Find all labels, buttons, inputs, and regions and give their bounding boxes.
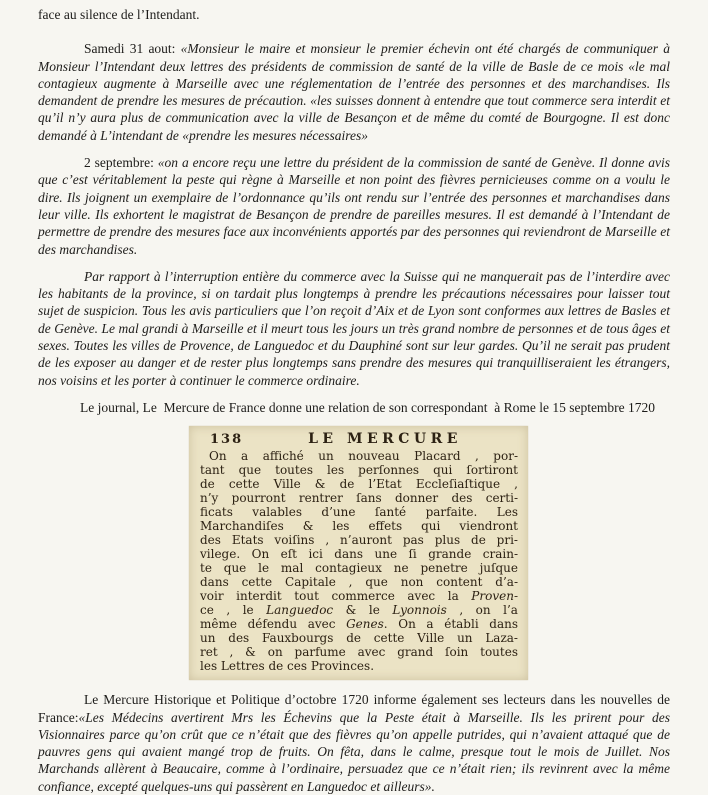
paragraph-journal-intro: Le journal, Le Mercure de France donne une relation de son correspondant à Rome le 15 septembre 1720	[80, 399, 656, 415]
print-line: te que le mal contagieux ne penetre juſque	[200, 561, 518, 576]
clipping-page-number: 138	[210, 432, 244, 448]
print-line-italic-word: Proven-	[471, 589, 518, 604]
print-line-text: , on l’a	[446, 603, 518, 618]
print-line: de cette Ville & de l’Etat Eccleſiaſtique ,	[200, 477, 518, 492]
print-line-text: même défendu avec	[200, 617, 347, 632]
paragraph-continuation: face au silence de l’Intendant.	[38, 7, 200, 22]
print-line: On a affiché un nouveau Placard , por-	[209, 449, 518, 464]
quote-aug31: «Monsieur le maire et monsieur le premier échevin ont été chargés de communiquer à Monsieur l’Intendant deux lettres des présidents de commission de santé de la ville de Basle de ce mois «le mal contagieux augmente à Marseille avec une réglementation de l’entrée des personnes et des marchandises. Ils demandent de prendre les mesures de précaution. «les suisses donnent à entendre que tout commerce sera interdit et qu’il n’y aura plus de communication avec la ville de Besançon et de même du comté de Bourgogne. Il est donc demandé à L’intendant de «prendre les mesures nécessaires»	[38, 41, 670, 143]
clipping-title: LE MERCURE	[308, 431, 462, 448]
mercure-historique-quote: «Les Médecins avertirent Mrs les Échevins que la Peste était à Marseille. Ils les prirent pour des Visionnaires parce qu’on crût que ce n’était que des fièvres qu’on appelle putrides, qui n’avaient attaqué que de pauvres gens qui avaient mangé trop de fruits. On fêta, dans le calme, presque tout le mois de Juillet. Nos Marchands allèrent à Beaucaire, comme à l’ordinaire, persuadez que ce n’était rien; ils revinrent avec la même confiance, excepté quelques-uns qui passèrent en Languedoc et ailleurs».	[38, 709, 670, 794]
print-line-text: . On a établi dans	[383, 617, 519, 632]
date-lead-sep2: 2 septembre:	[84, 155, 158, 171]
print-line: Marchandiſes & les effets qui viendront	[200, 519, 518, 534]
print-line-italic-word: Lyonnois	[392, 603, 447, 618]
print-line	[200, 589, 518, 603]
print-line: ficats valables d’une ſanté parfaite. Les	[200, 505, 518, 520]
print-line-text: & le	[333, 603, 393, 618]
paragraph-mercure-historique	[38, 691, 670, 795]
paragraph-interruption: Par rapport à l’interruption entière du commerce avec la Suisse qui ne manquerait pas de l’interdire avec les habitants de la province, si on tardait plus longtemps à prendre les précautions nécessaires pour laisser tout sujet de suspicion. Tous les avis particuliers que l’on reçoit d’Aix et de Lyon sont conformes aux lettres de Basles et de Genève. Le mal grandi à Marseille et il meurt tous les jours un très grand nombre de personnes et de tous âges et sexes. Toutes les villes de Provence, de Languedoc et du Dauphiné sont sur leur gardes. Qu’il ne serait pas prudent de les exposer au danger et de rester plus longtemps sans prendre des mesures qui tranquilliseraient les étrangers, nos voisins et les porter à continuer le commerce ordinaire.	[38, 268, 670, 388]
clipping-header	[200, 431, 518, 447]
print-line: vilege. On eſt ici dans une ſi grande crain-	[200, 547, 518, 562]
print-line-text: ce , le	[200, 603, 267, 618]
mercure-print-clipping	[189, 426, 528, 680]
print-line: ret , & on parfume avec grand ſoin toutes	[200, 645, 518, 660]
print-line: n’y pourront rentrer ſans donner des certi-	[200, 491, 518, 506]
mercure-historique-lead: Le Mercure Historique et Politique d’octobre 1720 informe également ses lecteurs dans les nouvelles de France:	[38, 692, 670, 725]
paragraph-aug31	[38, 40, 670, 144]
print-line-italic-word: Genes	[346, 617, 384, 632]
print-line-text: voir interdit tout commerce avec la	[200, 589, 472, 604]
quote-sep2: «on a encore reçu une lettre du président de la commission de santé de Genève. Il donne avis que c’est véritablement la peste qui règne à Marseille et non point des fièvres pernicieuses comme on a voulu le dire. Ils joignent un exemplaire de l’ordonnance qu’ils ont rendu sur l’entrée des personnes et marchandises dans leur ville. Ils exhortent le magistrat de Besançon de prendre de pareilles mesures. Il est demandé à l’Intendant de permettre de prendre des mesures face aux inconvénients apportés par des personnes qui reviendront de Marseille et des marchandises.	[38, 155, 670, 257]
print-line: un des Fauxbourgs de cette Ville un Laza-	[200, 631, 518, 646]
print-line: dans cette Capitale , que non content d’a-	[200, 575, 518, 590]
print-line-italic-word: Languedoc	[266, 603, 334, 618]
print-line: les Lettres de ces Provinces.	[200, 659, 375, 674]
print-line	[200, 603, 518, 617]
paragraph-sep2	[38, 154, 670, 258]
print-line: des Etats voiſins , n’auront pas plus de pri-	[200, 533, 518, 548]
print-line: tant que toutes les perſonnes qui ſortiront	[200, 463, 518, 478]
print-line	[200, 617, 518, 631]
date-lead-aug31: Samedi 31 aout:	[84, 41, 181, 57]
